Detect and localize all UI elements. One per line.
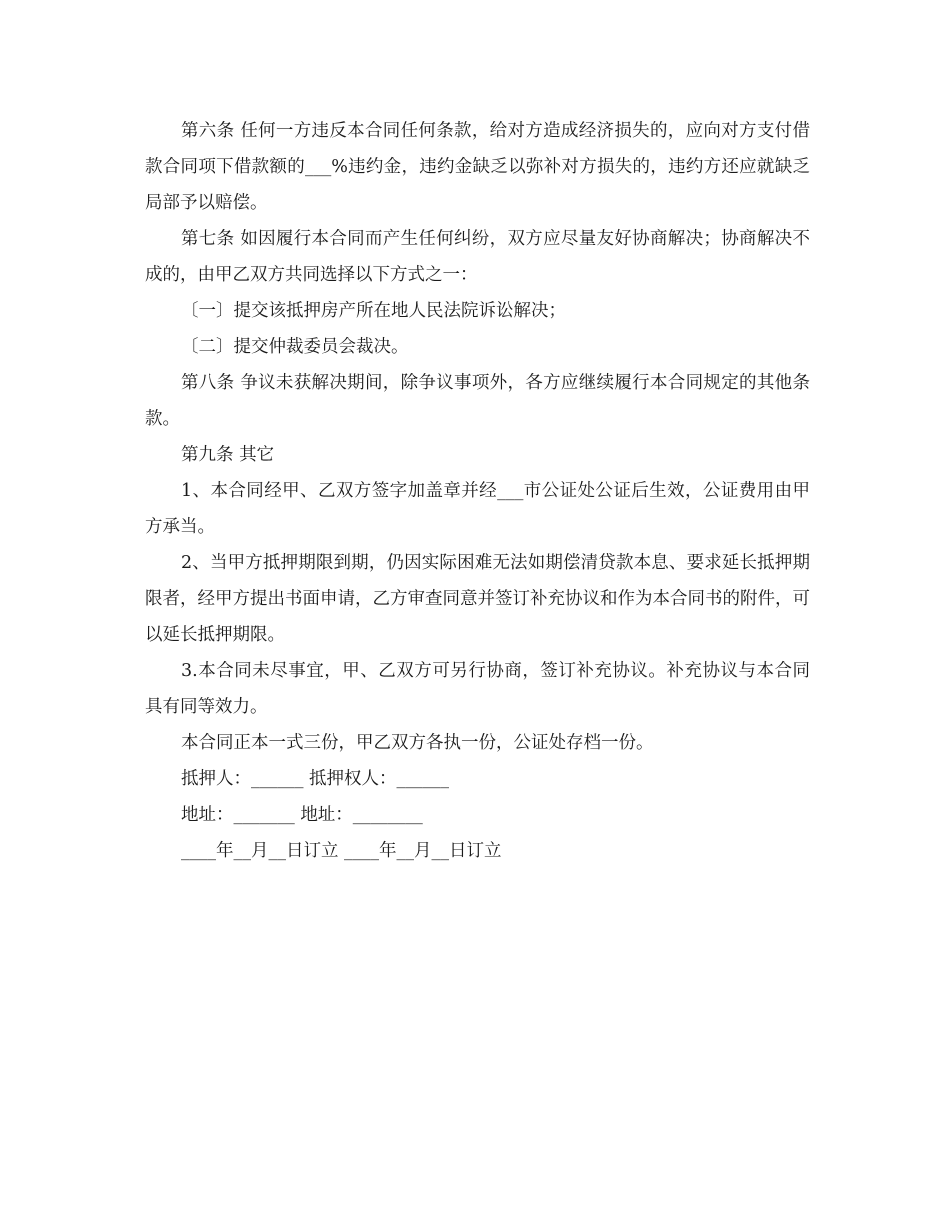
copies-statement: 本合同正本一式三份，甲乙双方各执一份，公证处存档一份。 <box>181 733 654 753</box>
clause-9-item-1: 1、本合同经甲、乙双方签字加盖章并经___市公证处公证后生效，公证费用由甲方承当。 <box>145 481 810 537</box>
clause-8: 第八条 争议未获解决期间，除争议事项外，各方应继续履行本合同规定的其他条款。 <box>145 373 810 429</box>
clause-7-option-2: 〔二〕提交仲裁委员会裁决。 <box>181 337 409 357</box>
clause-9-heading: 第九条 其它 <box>181 445 275 465</box>
clause-7: 第七条 如因履行本合同而产生任何纠纷，双方应尽量友好协商解决；协商解决不成的，由甲乙双方共同选择以下方式之一： <box>145 229 810 285</box>
signature-dates: ____年__月__日订立 ____年__月__日订立 <box>181 841 502 861</box>
clause-9-item-2: 2、当甲方抵押期限到期，仍因实际困难无法如期偿清贷款本息、要求延长抵押期限者，经甲方提出书面申请，乙方审查同意并签订补充协议和作为本合同书的附件，可以延长抵押期限。 <box>145 553 810 645</box>
clause-7-option-1: 〔一〕提交该抵押房产所在地人民法院诉讼解决； <box>181 301 566 321</box>
clause-9-item-3: 3.本合同未尽事宜，甲、乙双方可另行协商，签订补充协议。补充协议与本合同具有同等效力。 <box>145 661 810 717</box>
signature-addresses: 地址：_______ 地址：________ <box>181 805 423 825</box>
clause-6: 第六条 任何一方违反本合同任何条款，给对方造成经济损失的，应向对方支付借款合同项下借款额的___%违约金，违约金缺乏以弥补对方损失的，违约方还应就缺乏局部予以赔偿。 <box>145 121 810 213</box>
signature-parties: 抵押人：______ 抵押权人：______ <box>181 769 450 789</box>
contract-body <box>145 113 810 869</box>
